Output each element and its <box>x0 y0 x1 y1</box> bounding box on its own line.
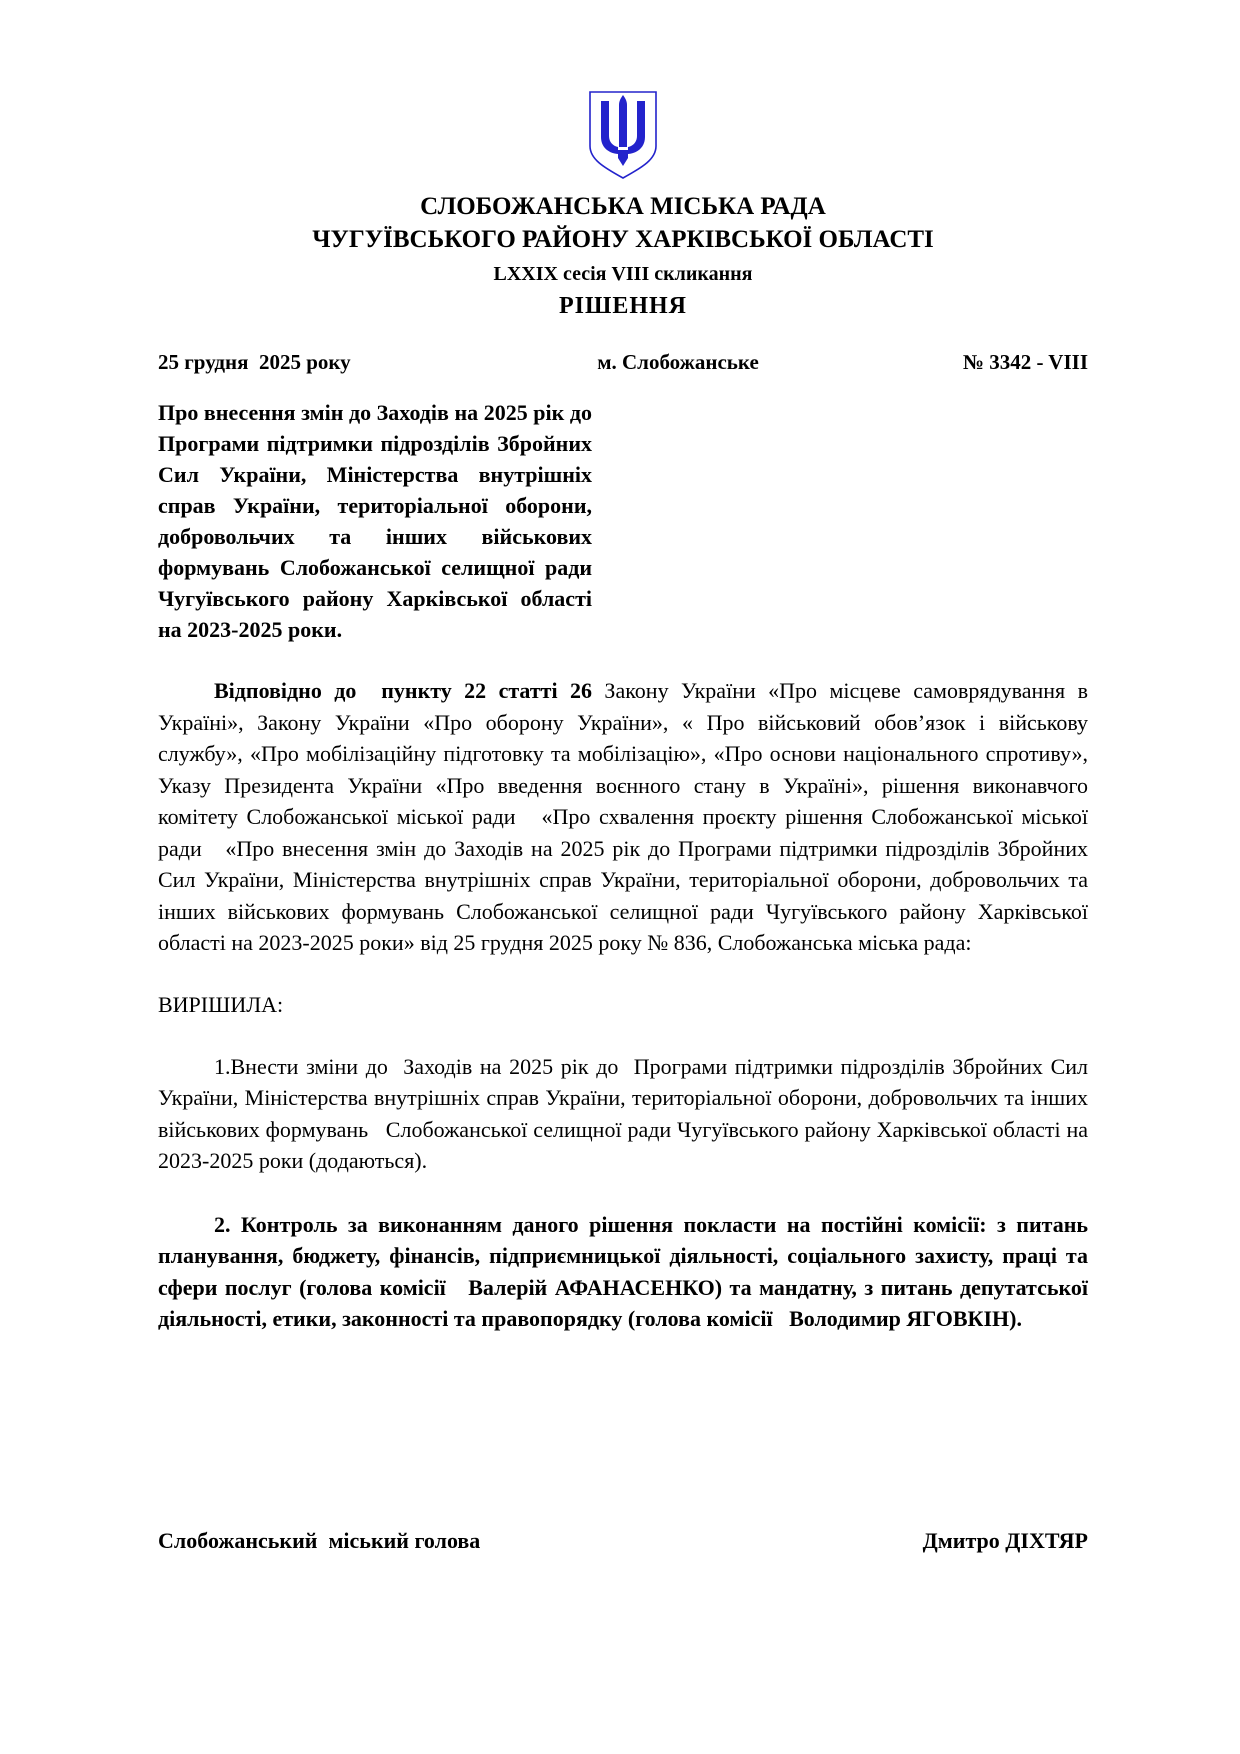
document-content <box>158 0 1094 1335</box>
org-name-line1: СЛОБОЖАНСЬКА МІСЬКА РАДА <box>420 193 826 220</box>
signatory-name: Дмитро ДІХТЯР <box>922 1528 1088 1553</box>
resolution-item-1: 1.Внести зміни до Заходів на 2025 рік до Програми підтримки підрозділів Збройних Сил України, Міністерства внутрішніх справ України, територіальної оборони, добровольчих та інших військових формувань Слобожанської селищної ради Чугуївського району Харківської області на 2023-2025 роки (додаються). <box>158 1053 1094 1173</box>
resolution-item-2: 2. Контроль за виконанням даного рішення покласти на постійні комісії: з питань планування, бюджету, фінансів, підприємницької діяльності, соціального захисту, праці та сфери послуг (голова комісії Валерій АФАНАСЕНКО) та мандатну, з питань депутатської діяльності, етики, законності та правопорядку (голова комісії Володимир ЯГОВКІН). <box>158 1211 1094 1331</box>
org-name-line2: ЧУГУЇВСЬКОГО РАЙОНУ ХАРКІВСЬКОЇ ОБЛАСТІ <box>312 226 934 253</box>
document-date: 25 грудня 2025 року <box>158 350 351 374</box>
signature-row <box>158 1528 1088 1554</box>
meta-row <box>158 350 1088 375</box>
document-place: м. Слобожанське <box>597 350 759 374</box>
preamble-paragraph <box>158 675 1094 959</box>
document-number: № 3342 - VIII <box>962 350 1088 374</box>
signatory-title: Слобожанський міський голова <box>158 1528 481 1553</box>
session-line: LXXIX сесія VIII скликання <box>493 263 753 285</box>
document-type-title: РІШЕННЯ <box>558 293 688 319</box>
preamble-lead-bold: Відповідно до пункту 22 статті 26 <box>214 678 593 703</box>
preamble-body: Закону України «Про місцеве самоврядування в Україні», Закону України «Про оборону України», « Про військовий обов’язок і військову службу», «Про мобілізаційну підготовку та мобілізацію», «Про основи національного спротиву», Указу Президента України «Про введення воєнного стану в Україні», рішення виконавчого комітету Слобожанської міської ради «Про схвалення проєкту рішення Слобожанської міської ради «Про внесення змін до Заходів на 2025 рік до Програми підтримки підрозділів Збройних Сил України, Міністерства внутрішніх справ України, територіальної оборони, добровольчих та інших військових формувань Слобожанської селищної ради Чугуївського району Харківської області на 2023-2025 роки» від 25 грудня 2025 року № 836, Слобожанська міська рада: <box>158 678 1094 955</box>
document-subject: Про внесення змін до Заходів на 2025 рік до Програми підтримки підрозділів Збройних Сил України, Міністерства внутрішніх справ України, територіальної оборони, добровольчих та інших військових формувань Слобожанської селищної ради Чугуївського району Харківської області на 2023-2025 роки. <box>158 400 598 642</box>
coat-of-arms <box>158 0 1088 180</box>
trident-emblem-icon <box>586 90 660 180</box>
resolved-label: ВИРІШИЛА: <box>158 991 284 1017</box>
